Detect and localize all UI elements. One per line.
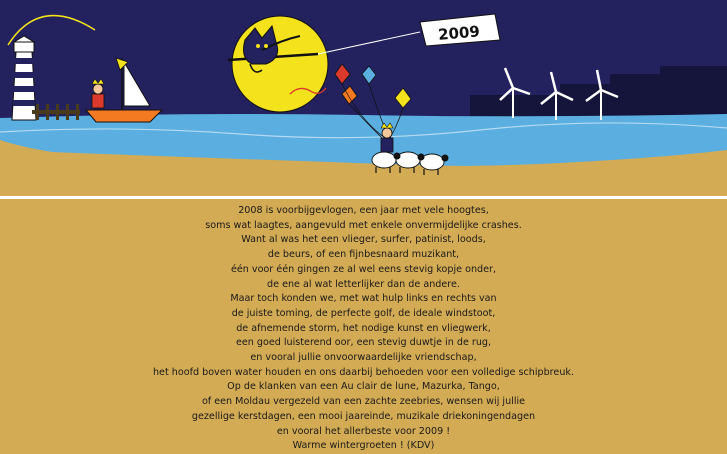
poem-line: Op de klanken van een Au clair de lune, Mazurka, Tango, <box>227 381 500 393</box>
poem-line: Maar toch konden we, met wat hulp links en rechts van <box>230 293 497 305</box>
illustration-scene <box>0 0 727 197</box>
poem-line: de juiste toming, de perfecte golf, de ideale windstoot, <box>231 307 496 319</box>
poem-line: één voor één gingen ze al wel eens stevig kopje onder, <box>230 263 497 275</box>
poem-line: 2008 is voorbijgevlogen, een jaar met vele hoogtes, <box>238 205 489 216</box>
poem-line: soms wat laagtes, aangevuld met enkele onvermijdelijke crashes. <box>205 219 522 231</box>
poem-line: of een Moldau vergezeld van een zachte zeebries, wensen wij jullie <box>201 396 526 408</box>
poem-line: gezellige kerstdagen, een mooi jaareinde, muzikale driekoningendagen <box>191 410 536 422</box>
moon-icon <box>232 16 328 112</box>
poem-line: een goed luisterend oor, een stevig duwtje in de rug, <box>235 337 492 349</box>
white-divider <box>0 196 727 199</box>
poem-text <box>0 204 727 454</box>
poem-line: Want al was het een vlieger, surfer, patinist, loods, <box>241 234 486 246</box>
poem-line: de ene al wat letterlijker dan de andere. <box>267 278 460 290</box>
poem-line: en vooral jullie onvoorwaardelijke vriendschap, <box>250 352 477 364</box>
year-banner-text: 2009 <box>437 22 481 44</box>
poem-line: de afnemende storm, het nodige kunst en vliegwerk, <box>236 322 491 334</box>
poem-line: de beurs, of een fijnbesnaard muzikant, <box>267 249 460 261</box>
poem-line: en vooral het allerbeste voor 2009 ! <box>276 425 451 437</box>
poem-line: Warme wintergroeten ! (KDV) <box>292 440 435 452</box>
poem-line: het hoofd boven water houden en ons daarbij behoeden voor een volledige schipbreuk. <box>152 366 575 378</box>
